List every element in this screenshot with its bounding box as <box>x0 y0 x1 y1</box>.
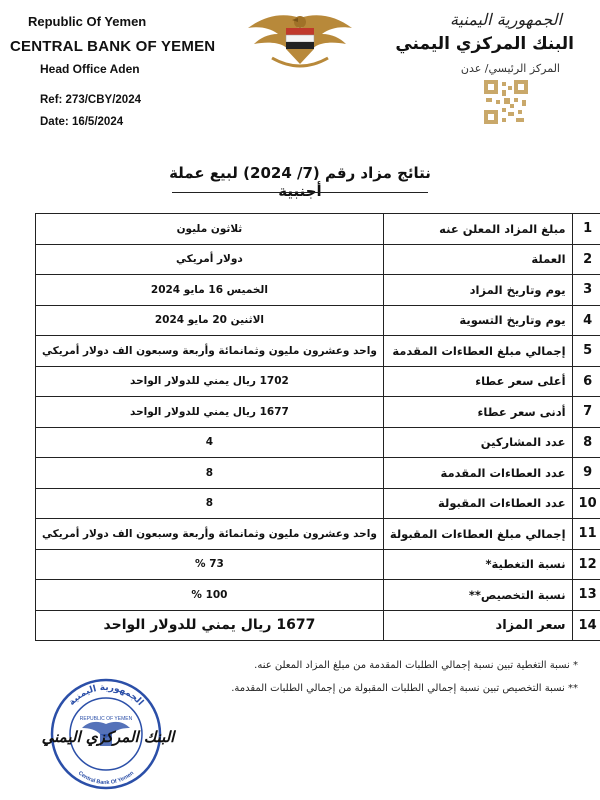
row-label: أدنى سعر عطاء <box>383 397 572 428</box>
table-row <box>36 305 600 336</box>
row-value: الاثنين 20 مايو 2024 <box>36 305 384 336</box>
row-value: 1702 ريال يمني للدولار الواحد <box>36 366 384 397</box>
republic-en: Republic Of Yemen <box>28 14 147 29</box>
table-row <box>36 549 600 580</box>
row-value: دولار أمريكي <box>36 244 384 275</box>
row-value: واحد وعشرون مليون وثمانمائة وأربعة وسبعون الف دولار أمريكي <box>36 336 384 367</box>
stamp-text-ar: الجمهورية اليمنية <box>67 682 146 708</box>
table-row <box>36 519 600 550</box>
table-row <box>36 610 600 641</box>
table-row <box>36 366 600 397</box>
table-row <box>36 580 600 611</box>
row-value: 1677 ريال يمني للدولار الواحد <box>36 610 384 641</box>
row-number: 13 <box>572 580 600 611</box>
row-number: 9 <box>572 458 600 489</box>
row-number: 11 <box>572 519 600 550</box>
row-value: 73 % <box>36 549 384 580</box>
row-number: 2 <box>572 244 600 275</box>
document-title: نتائج مزاد رقم (7/ 2024) لبيع عملة أجنبية <box>169 164 431 200</box>
title-underline <box>172 192 428 193</box>
table-row <box>36 397 600 428</box>
footnote-allocation: ** نسبة التخصيص تبين نسبة إجمالي الطلبات المقبولة من إجمالي الطلبات المقدمة. <box>231 683 578 694</box>
row-label: عدد العطاءات المقدمة <box>383 458 572 489</box>
row-value: 100 % <box>36 580 384 611</box>
auction-results-table <box>35 213 600 641</box>
row-label: أعلى سعر عطاء <box>383 366 572 397</box>
row-number: 4 <box>572 305 600 336</box>
stamp-text-en-bottom: Central Bank Of Yemen <box>76 770 136 787</box>
republic-ar: الجمهورية اليمنية <box>449 10 562 29</box>
row-number: 7 <box>572 397 600 428</box>
row-number: 5 <box>572 336 600 367</box>
table-row <box>36 336 600 367</box>
table-row <box>36 275 600 306</box>
stamp-text-en-top: REPUBLIC OF YEMEN <box>79 716 133 722</box>
row-number: 6 <box>572 366 600 397</box>
row-label: نسبة التغطية* <box>383 549 572 580</box>
row-value: 4 <box>36 427 384 458</box>
table-row <box>36 244 600 275</box>
office-en: Head Office Aden <box>40 62 140 76</box>
row-value: واحد وعشرون مليون وثمانمائة وأربعة وسبعون الف دولار أمريكي <box>36 519 384 550</box>
bank-name-ar: البنك المركزي اليمني <box>395 34 574 54</box>
row-value: ثلاثون مليون <box>36 214 384 245</box>
bank-name-en: CENTRAL BANK OF YEMEN <box>10 38 216 55</box>
office-ar: المركز الرئيسي/ عدن <box>460 62 560 75</box>
eagle-emblem-icon <box>242 8 358 74</box>
row-label: عدد العطاءات المقبولة <box>383 488 572 519</box>
row-value: الخميس 16 مايو 2024 <box>36 275 384 306</box>
table-row <box>36 214 600 245</box>
row-label: نسبة التخصيص** <box>383 580 572 611</box>
signature: البنك المركزي اليمني <box>41 728 175 746</box>
row-value: 8 <box>36 488 384 519</box>
row-label: إجمالي مبلغ العطاءات المقدمة <box>383 336 572 367</box>
row-label: العملة <box>383 244 572 275</box>
table-row <box>36 488 600 519</box>
row-label: إجمالي مبلغ العطاءات المقبولة <box>383 519 572 550</box>
row-number: 10 <box>572 488 600 519</box>
table-row <box>36 458 600 489</box>
row-value: 8 <box>36 458 384 489</box>
reference-number: Ref: 273/CBY/2024 <box>40 94 141 106</box>
qr-code-icon <box>484 80 528 124</box>
row-label: مبلغ المزاد المعلن عنه <box>383 214 572 245</box>
row-label: سعر المزاد <box>383 610 572 641</box>
row-number: 1 <box>572 214 600 245</box>
row-number: 8 <box>572 427 600 458</box>
row-value: 1677 ريال يمني للدولار الواحد <box>36 397 384 428</box>
table-row <box>36 427 600 458</box>
document-date: Date: 16/5/2024 <box>40 116 124 128</box>
row-label: عدد المشاركين <box>383 427 572 458</box>
row-number: 12 <box>572 549 600 580</box>
row-label: يوم وتاريخ التسوية <box>383 305 572 336</box>
row-label: يوم وتاريخ المزاد <box>383 275 572 306</box>
row-number: 3 <box>572 275 600 306</box>
footnote-coverage: * نسبة التغطية تبين نسبة إجمالي الطلبات المقدمة من مبلغ المزاد المعلن عنه. <box>254 660 578 671</box>
row-number: 14 <box>572 610 600 641</box>
